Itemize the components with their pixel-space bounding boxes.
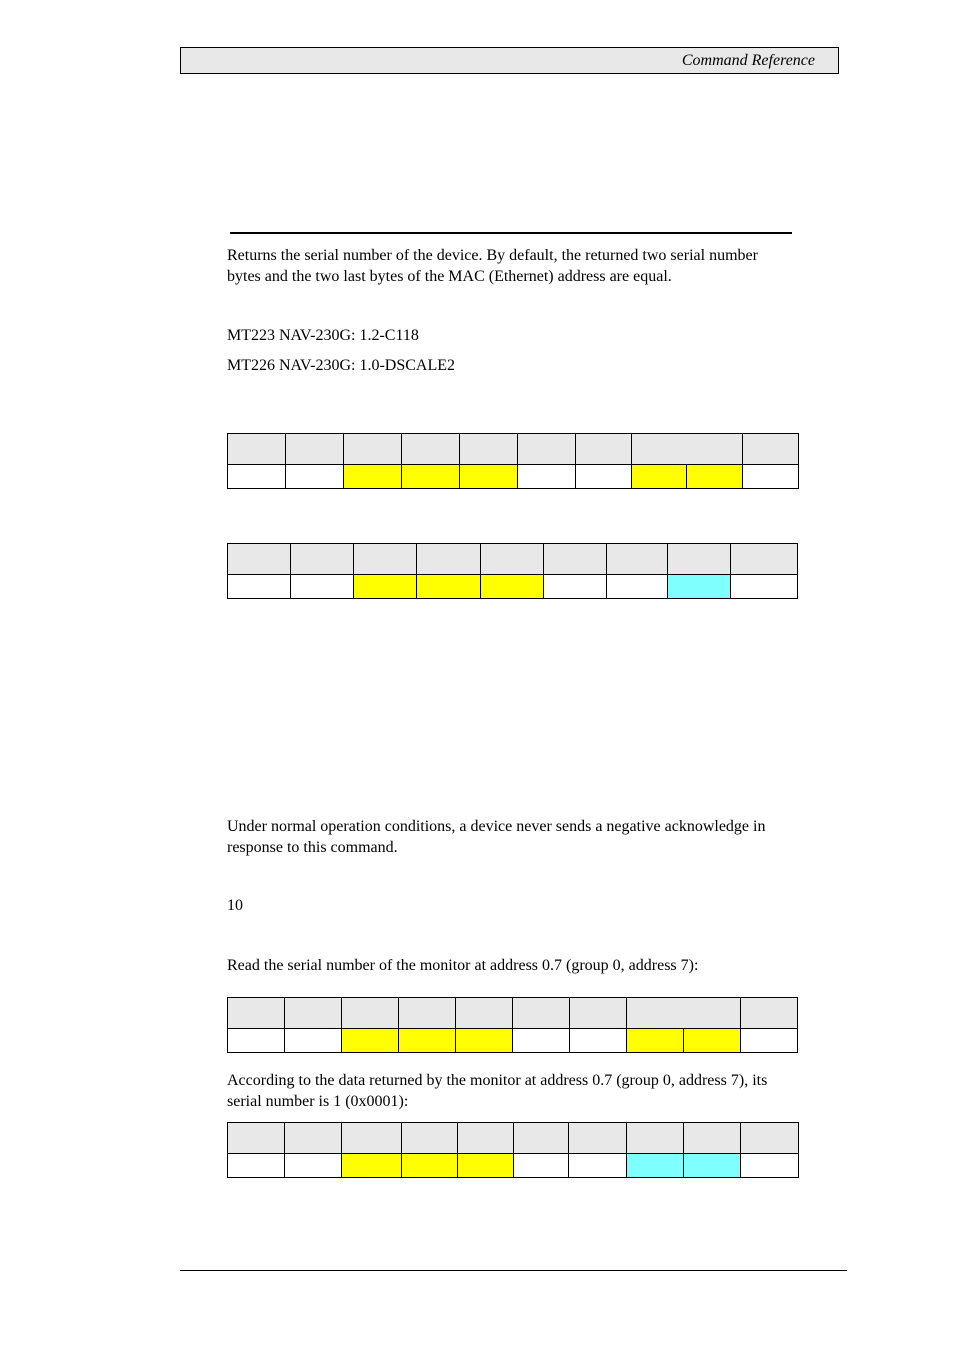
table-cell <box>228 575 291 599</box>
table-cell <box>228 1123 285 1154</box>
table-cell <box>291 544 354 575</box>
table-cell <box>731 544 798 575</box>
table-cell <box>481 544 544 575</box>
table-cell <box>458 1123 514 1154</box>
table-cell <box>344 434 402 465</box>
table-cell <box>402 1154 458 1178</box>
table-cell <box>344 465 402 489</box>
description-line-1: Returns the serial number of the device. By default, the returned two serial number <box>227 247 758 264</box>
table-cell <box>741 1154 799 1178</box>
table-cell <box>607 544 668 575</box>
header-title: Command Reference <box>681 52 815 69</box>
table-cell <box>228 544 291 575</box>
table-cell <box>544 544 607 575</box>
table-cell <box>399 998 456 1029</box>
table-cell <box>684 1029 741 1053</box>
table-cell <box>286 465 344 489</box>
table-value-row <box>228 575 798 599</box>
version-1: MT223 NAV-230G: 1.2-C118 <box>227 327 419 344</box>
table-cell <box>456 998 513 1029</box>
example-response-caption <box>227 1071 802 1112</box>
example-request-caption: Read the serial number of the monitor at address 0.7 (group 0, address 7): <box>227 957 699 974</box>
nak-note-line-1: Under normal operation conditions, a device never sends a negative acknowledge in <box>227 818 766 835</box>
table-cell <box>514 1123 569 1154</box>
command-packet-table <box>227 433 799 489</box>
table-cell <box>228 434 286 465</box>
table-cell <box>632 465 687 489</box>
table-cell <box>402 465 460 489</box>
table-cell <box>743 434 799 465</box>
description-line-2: bytes and the two last bytes of the MAC (Ethernet) address are equal. <box>227 267 672 285</box>
table-cell <box>668 544 731 575</box>
table-cell <box>514 1154 569 1178</box>
example-request-table <box>227 997 798 1053</box>
example-response-table <box>227 1122 799 1178</box>
table-cell <box>569 1123 627 1154</box>
table-cell <box>741 1123 799 1154</box>
table-cell <box>285 1029 342 1053</box>
nak-note-line-2: response to this command. <box>227 838 398 856</box>
table-header-row <box>228 544 798 575</box>
table-cell <box>228 998 285 1029</box>
table-cell <box>354 575 417 599</box>
table-cell <box>632 434 743 465</box>
table-header-row <box>228 1123 799 1154</box>
table-cell <box>402 1123 458 1154</box>
table-cell <box>687 465 743 489</box>
description <box>227 246 802 287</box>
table-header-row <box>228 998 798 1029</box>
table-cell <box>668 575 731 599</box>
table-cell <box>684 1123 741 1154</box>
table-cell <box>228 1154 285 1178</box>
section-rule <box>230 232 792 234</box>
table-cell <box>513 998 570 1029</box>
table-cell <box>627 998 741 1029</box>
table-cell <box>417 544 481 575</box>
table-cell <box>342 998 399 1029</box>
table-cell <box>342 1154 402 1178</box>
footer-rule <box>180 1270 847 1271</box>
length-value: 10 <box>227 897 243 914</box>
table-cell <box>285 998 342 1029</box>
table-cell <box>684 1154 741 1178</box>
table-cell <box>228 465 286 489</box>
table-cell <box>417 575 481 599</box>
table-cell <box>460 465 518 489</box>
response-packet-table <box>227 543 798 599</box>
table-cell <box>627 1029 684 1053</box>
table-value-row <box>228 1154 799 1178</box>
table-cell <box>286 434 344 465</box>
table-cell <box>731 575 798 599</box>
table-cell <box>291 575 354 599</box>
table-cell <box>518 434 576 465</box>
example-response-caption-line-1: According to the data returned by the monitor at address 0.7 (group 0, address 7), its <box>227 1072 768 1089</box>
table-cell <box>607 575 668 599</box>
table-cell <box>228 1029 285 1053</box>
table-cell <box>342 1029 399 1053</box>
table-cell <box>456 1029 513 1053</box>
table-cell <box>544 575 607 599</box>
table-cell <box>627 1154 684 1178</box>
table-cell <box>399 1029 456 1053</box>
table-cell <box>481 575 544 599</box>
table-cell <box>743 465 799 489</box>
table-cell <box>342 1123 402 1154</box>
table-cell <box>741 1029 798 1053</box>
table-cell <box>741 998 798 1029</box>
table-cell <box>458 1154 514 1178</box>
table-value-row <box>228 465 799 489</box>
table-cell <box>518 465 576 489</box>
table-cell <box>569 1154 627 1178</box>
table-cell <box>576 434 632 465</box>
table-cell <box>285 1154 342 1178</box>
table-cell <box>285 1123 342 1154</box>
table-cell <box>513 1029 570 1053</box>
table-cell <box>460 434 518 465</box>
table-cell <box>627 1123 684 1154</box>
table-cell <box>402 434 460 465</box>
table-cell <box>570 998 627 1029</box>
page-header <box>180 47 839 74</box>
version-2: MT226 NAV-230G: 1.0-DSCALE2 <box>227 357 456 374</box>
table-header-row <box>228 434 799 465</box>
table-cell <box>570 1029 627 1053</box>
table-cell <box>576 465 632 489</box>
nak-note <box>227 817 802 858</box>
table-cell <box>354 544 417 575</box>
table-value-row <box>228 1029 798 1053</box>
example-response-caption-line-2: serial number is 1 (0x0001): <box>227 1092 409 1110</box>
